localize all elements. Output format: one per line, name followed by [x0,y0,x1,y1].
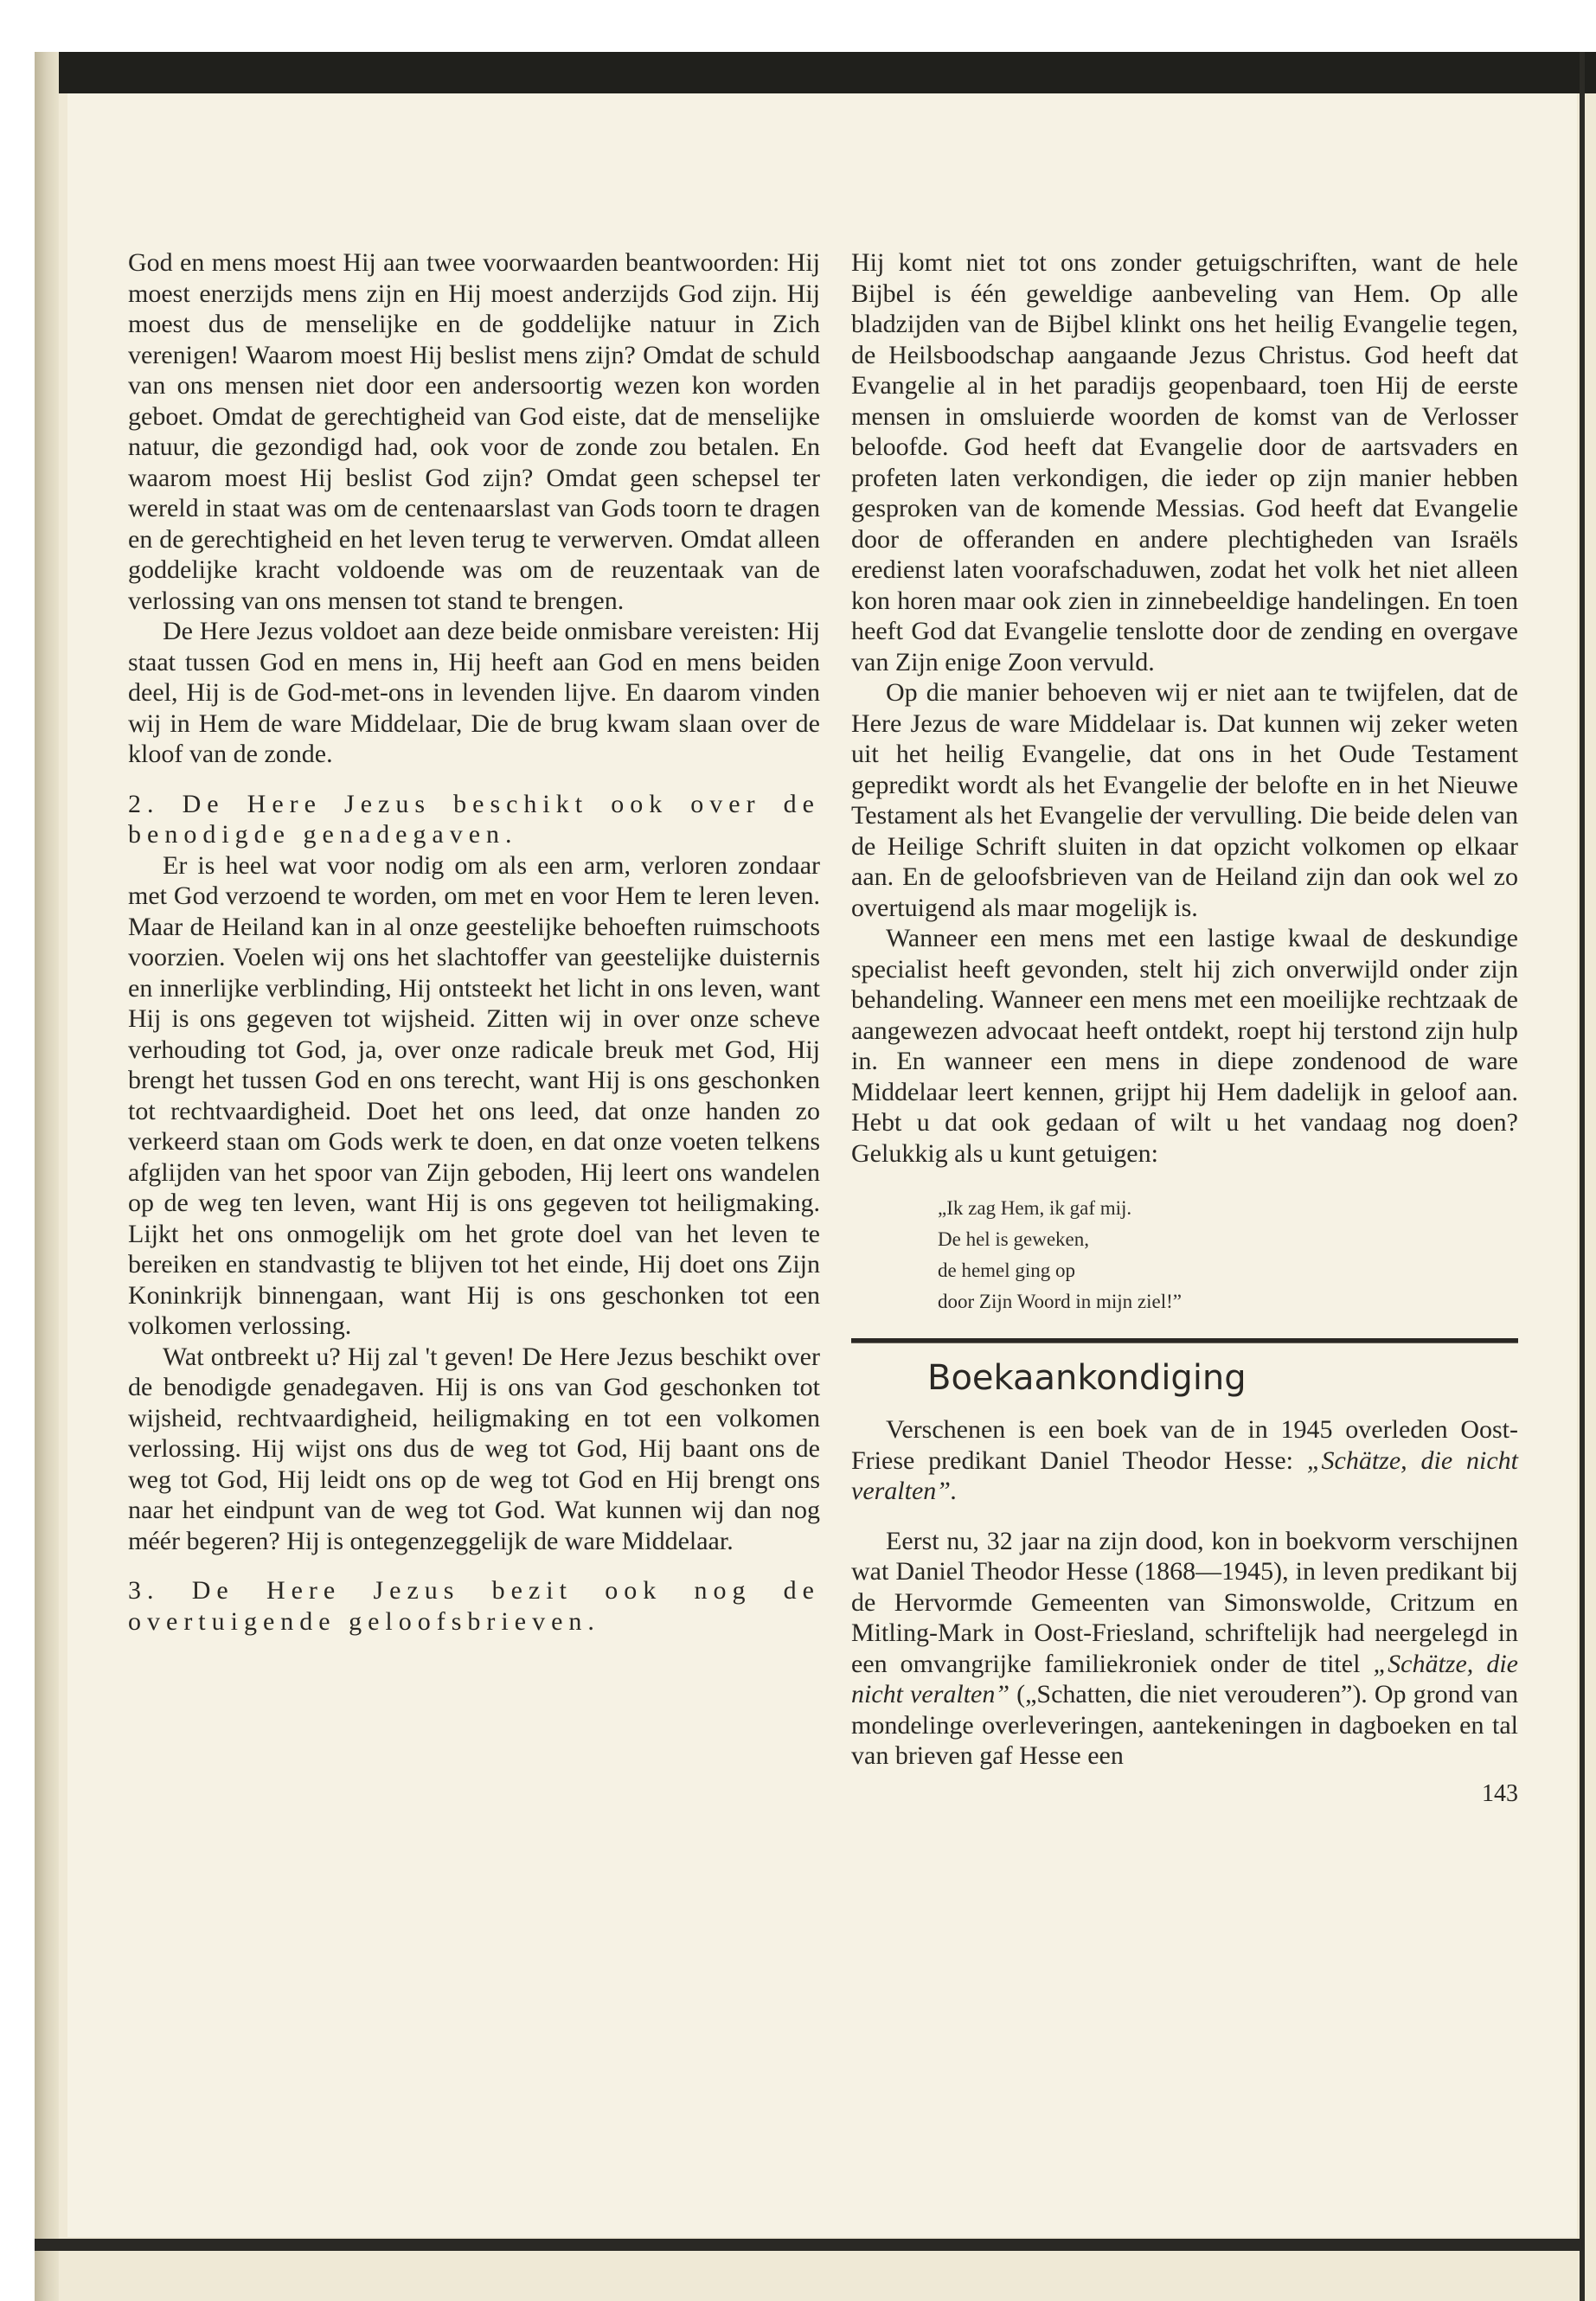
section-heading: 2. De Here Jezus beschikt ook over de benodigde genadegaven. [128,789,820,849]
binding-bottom-band [35,2239,1583,2251]
announcement-body-text: („Schatten, die niet verouderen”). Op grond van mondelinge overleveringen, aantekeningen in dagboeken en tal van brieven gaf Hesse een [851,1680,1518,1770]
spacer [128,770,820,789]
paragraph: Er is heel wat voor nodig om als een arm, verloren zondaar met God verzoend te worden, om met en voor Hem te leren leven. Maar de Heiland kan in al onze geestelijke behoeften ruimschoots voorzien. Voelen wij ons het slachtoffer van geestelijke duisternis en innerlijke verblinding, Hij ontsteekt het licht in ons leven, want Hij is ons gegeven tot wijsheid. Zitten wij in over onze scheve verhouding tot God, ja, over onze radicale breuk met God, Hij brengt het tussen God en ons terecht, want Hij is ons geschonken tot rechtvaardigheid. Doet het ons leed, dat onze handen zo verkeerd staan om Gods werk te doen, en dat onze voeten telkens afglijden van het spoor van Zijn geboden, Hij leert ons wandelen op de weg ten leven, want Hij is ons gegeven tot heiligmaking. Lijkt het ons onmogelijk om het grote doel van het leven te bereiken en standvastig te blijven tot het einde, Hij doet ons Zijn Koninkrijk binnengaan, want Hij is ons geschonken tot een volkomen verlossing. [128,850,820,1340]
page-number: 143 [1482,1779,1518,1807]
page-edge [1580,52,1585,2301]
right-column [851,247,1518,1809]
poem-quote [938,1193,1518,1317]
spacer [128,1556,820,1575]
paragraph: Wanneer een mens met een lastige kwaal de deskundige specialist heeft gevonden, stelt hij zich onverwijld onder zijn behandeling. Wanneer een mens met een moeilijke rechtzaak de aangewezen advocaat heeft ontdekt, roept hij terstond zijn hulp in. En wanneer een mens in diepe zondenood de ware Middelaar leert kennen, grijpt hij Hem dadelijk in geloof aan. Hebt u dat ook gedaan of wilt u het vandaag nog doen? Gelukkig als u kunt getuigen: [851,924,1518,1168]
announcement-intro [851,1414,1518,1507]
paragraph: Wat ontbreekt u? Hij zal 't geven! De Here Jezus beschikt over de benodigde genadegaven. Hij is ons van God geschonken tot wijsheid, rechtvaardigheid, heiligmaking en tot een volkomen verlossing. Hij wijst ons dus de weg tot God, Hij baant ons de weg tot God, Hij leidt ons op de weg tot God en Hij brengt ons naar het eindpunt van de weg tot God. Wat kunnen wij dan nog méér begeren? Hij is ontegenzeggelijk de ware Middelaar. [128,1342,820,1555]
poem-line: de hemel ging op [938,1259,1076,1281]
divider-rule [851,1338,1518,1343]
announcement-body-text: Eerst nu, 32 jaar na zijn dood, kon in boekvorm verschijnen wat Daniel Theodor Hesse (1868—1945), in leven predikant bij de Hervormde Gemeenten van Simonswolde, Critzum en Mitling-Mark in Oost-Friesland, schriftelijk had neergelegd in een omvangrijke familiekroniek onder de titel [851,1526,1518,1678]
announcement-body [851,1526,1518,1772]
announcement-heading: Boekaankondiging [927,1358,1247,1398]
left-column [128,247,820,1637]
spacer [851,1507,1518,1526]
binding-top-band [35,52,1596,93]
poem-line: door Zijn Woord in mijn ziel!” [938,1291,1182,1312]
section-heading: 3. De Here Jezus bezit ook nog de overtuigende geloofsbrieven. [128,1576,820,1636]
announcement-intro-text: Verschenen is een boek van de in 1945 overleden Oost-Friese predikant Daniel Theodor Hesse: [851,1415,1518,1475]
paragraph: De Here Jezus voldoet aan deze beide onmisbare vereisten: Hij staat tussen God en mens in, Hij heeft aan God en mens beiden deel, Hij is de God-met-ons in levenden lijve. En daarom vinden wij in Hem de ware Middelaar, Die de brug kwam slaan over de kloof van de zonde. [128,617,820,768]
book-spine [35,52,59,2301]
paragraph: God en mens moest Hij aan twee voorwaarden beantwoorden: Hij moest enerzijds mens zijn en Hij moest anderzijds God zijn. Hij moest dus de menselijke en de goddelijke natuur in Zich verenigen! Waarom moest Hij beslist mens zijn? Omdat de schuld van ons mensen niet door een andersoortig wezen kon worden geboet. Omdat de gerechtigheid van God eiste, dat de menselijke natuur, die gezondigd had, ook voor de zonde zou betalen. En waarom moest Hij beslist God zijn? Omdat geen schepsel ter wereld in staat was om de centenaarslast van Gods toorn te dragen en de gerechtigheid en het leven terug te verwerven. Omdat alleen goddelijke kracht voldoende was om de reuzentaak van de verlossing van ons mensen tot stand te brengen. [128,248,820,615]
poem-line: De hel is geweken, [938,1228,1089,1250]
poem-line: „Ik zag Hem, ik gaf mij. [938,1197,1132,1219]
paragraph: Hij komt niet tot ons zonder getuigschriften, want de hele Bijbel is één geweldige aanbeveling van Hem. Op alle bladzijden van de Bijbel klinkt ons het heilig Evangelie tegen, de Heilsboodschap aangaande Jezus Christus. God heeft dat Evangelie al in het paradijs geopenbaard, toen Hij de eerste mensen in omsluierde woorden de komst van de Verlosser beloofde. God heeft dat Evangelie door de aartsvaders en profeten laten verkondigen, die ieder op zijn manier hebben gesproken van de komende Messias. God heeft dat Evangelie door de offeranden en andere plechtigheden van Israëls eredienst laten voorafschaduwen, zodat het volk het niet alleen kon horen maar ook zien in zinnebeeldige handelingen. En toen heeft God dat Evangelie tenslotte door de zending en overgave van Zijn enige Zoon vervuld. [851,248,1518,676]
paragraph: Op die manier behoeven wij er niet aan te twijfelen, dat de Here Jezus de ware Middelaar is. Dat kunnen wij zeker weten uit het heilig Evangelie, dat ons in het Oude Testament gepredikt wordt als het Evangelie der belofte en in het Nieuwe Testament als het Evangelie der vervulling. Die beide delen van de Heilige Schrift sluiten in dat opzicht volkomen op elkaar aan. En de geloofsbrieven van de Heiland zijn dan ook wel zo overtuigend als maar mogelijk is. [851,678,1518,922]
book-page [67,93,1577,2237]
book-title: „Schätze, die nicht veralten”. [851,1445,1518,1505]
book-title: „Schätze, die nicht veralten” [851,1649,1518,1708]
